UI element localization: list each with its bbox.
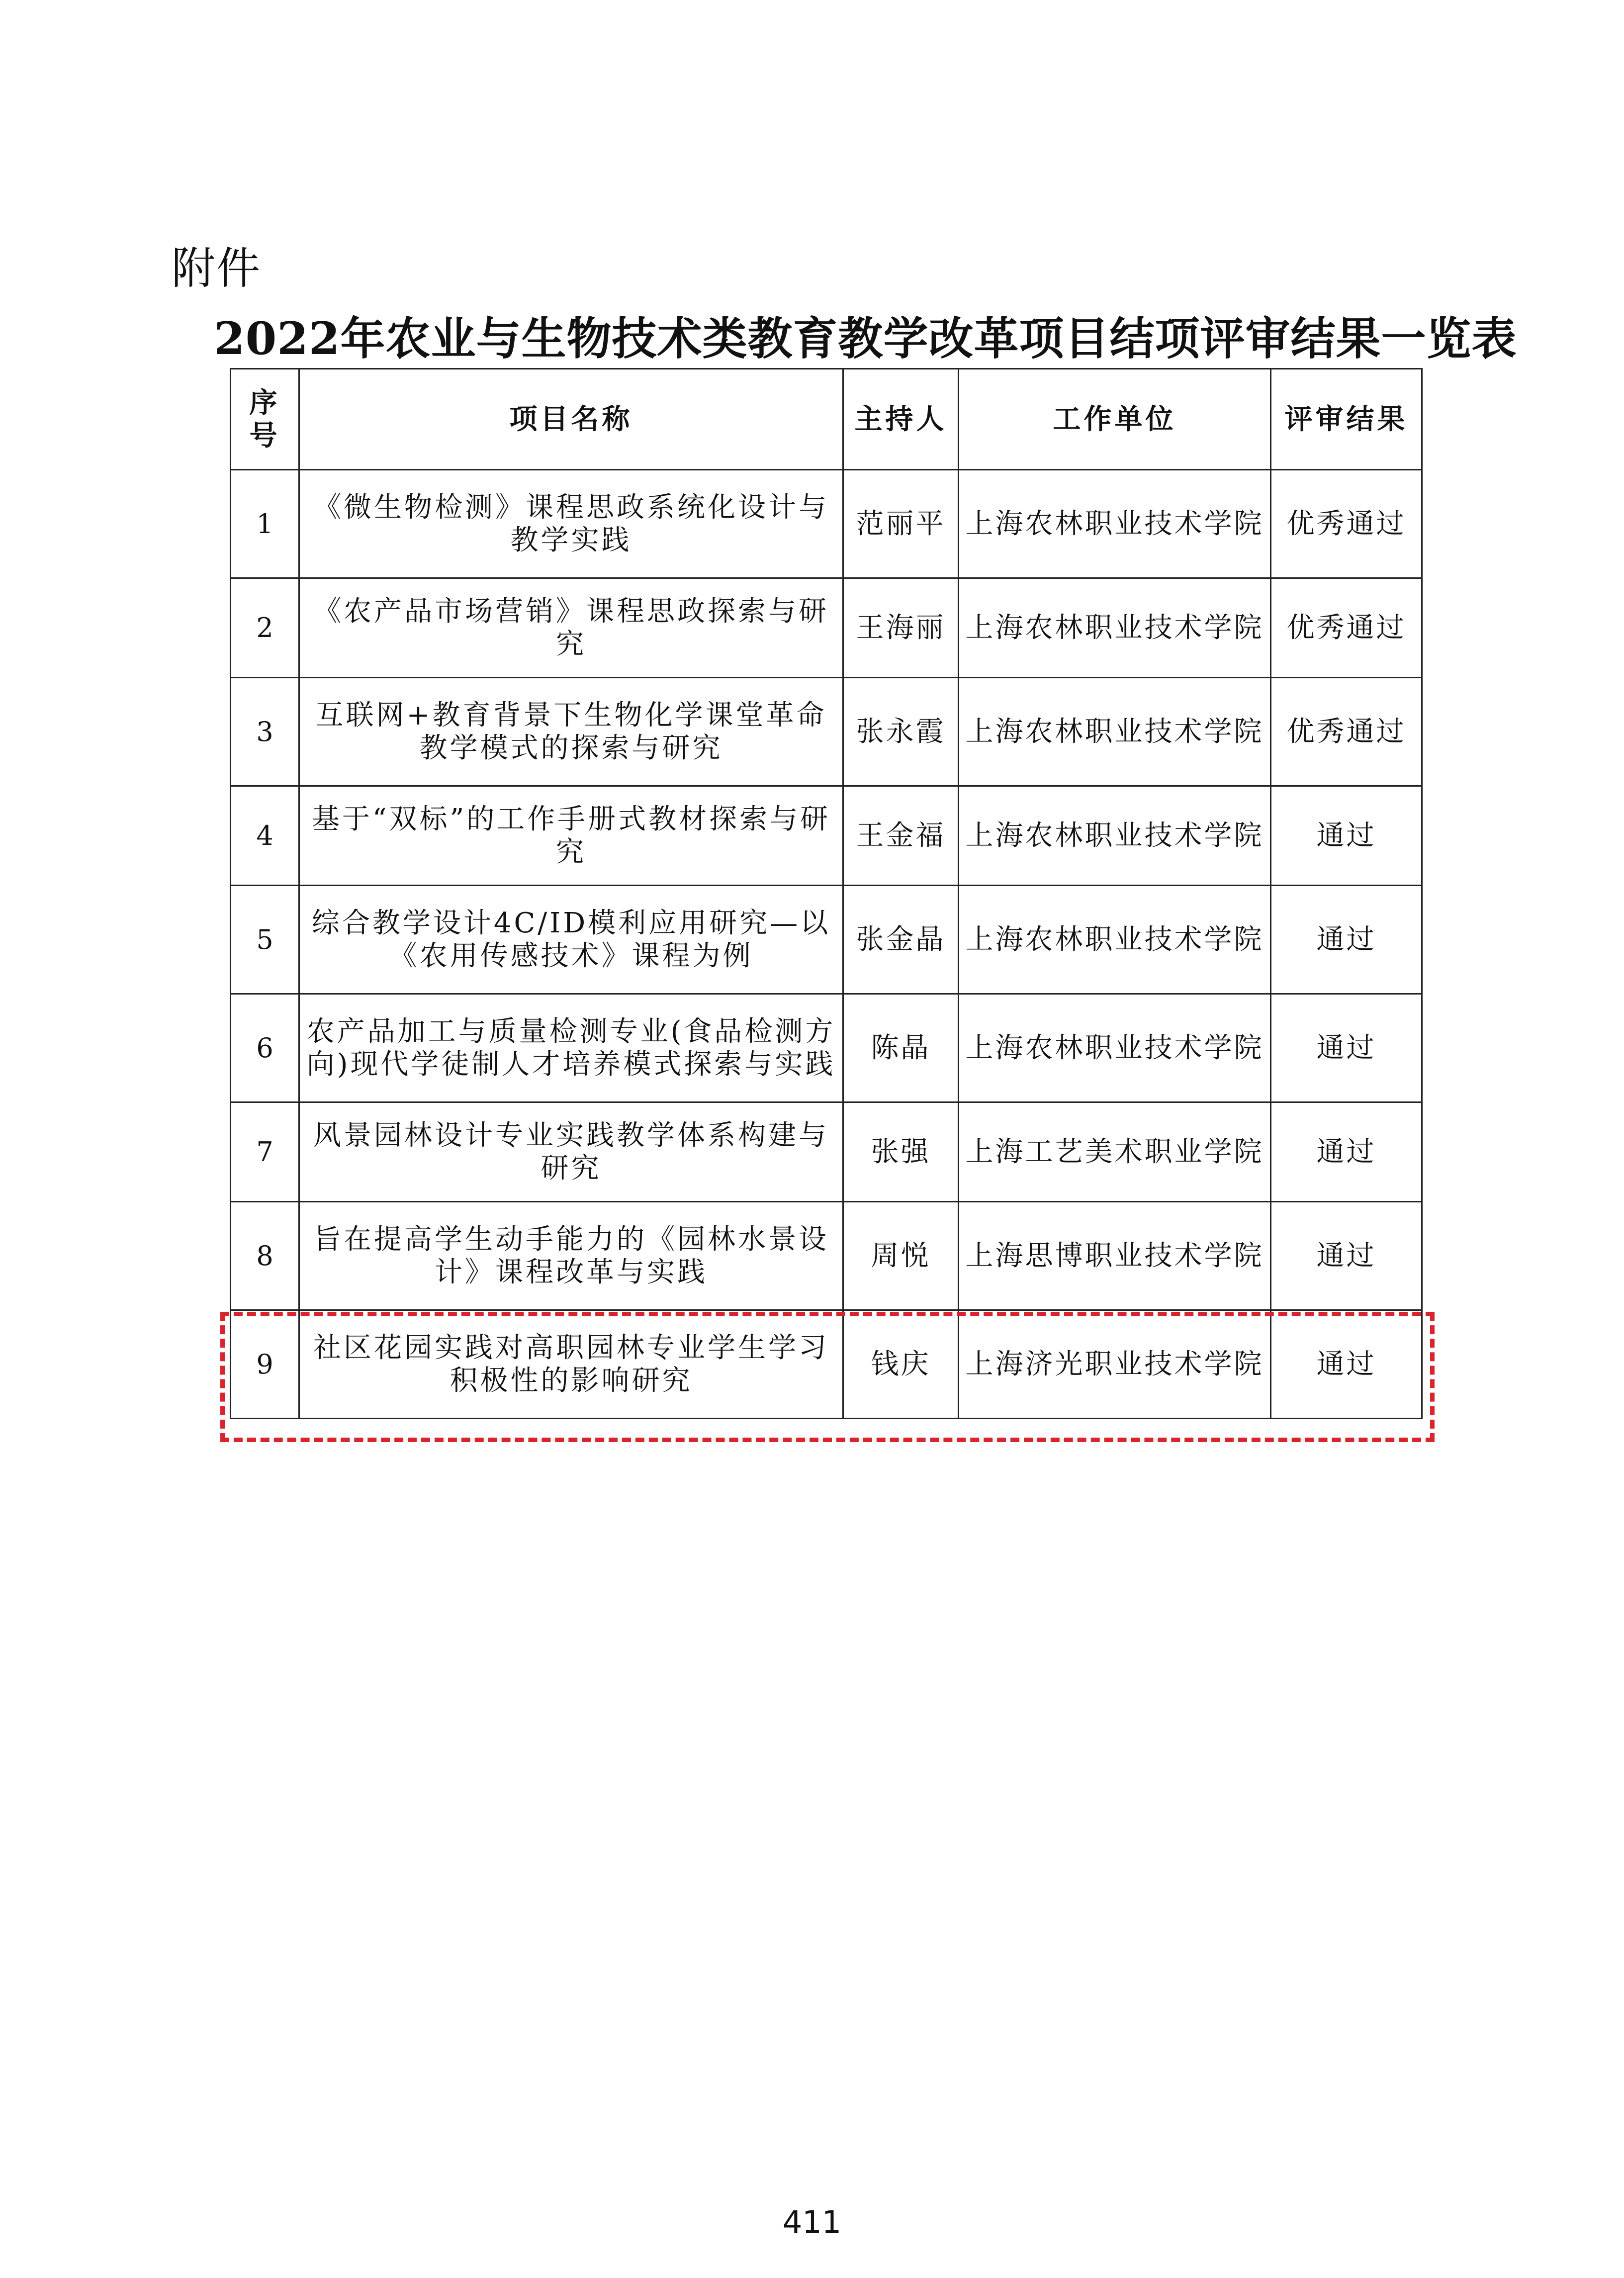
row-host: 钱庆 — [843, 1310, 959, 1419]
header-result: 评审结果 — [1271, 369, 1422, 470]
row-result: 通过 — [1271, 1202, 1422, 1310]
table-row — [231, 470, 1422, 578]
row-host: 张永霞 — [843, 678, 959, 786]
header-host: 主持人 — [843, 369, 959, 470]
row-project-name: 基于“双标”的工作手册式教材探索与研究 — [299, 786, 843, 886]
row-index: 5 — [231, 886, 299, 994]
row-host: 陈晶 — [843, 994, 959, 1102]
table-row — [231, 994, 1422, 1102]
row-result: 通过 — [1271, 1102, 1422, 1202]
row-unit: 上海济光职业技术学院 — [959, 1310, 1271, 1419]
row-unit: 上海农林职业技术学院 — [959, 678, 1271, 786]
attachment-label: 附件 — [172, 243, 262, 294]
row-result: 优秀通过 — [1271, 678, 1422, 786]
row-unit: 上海农林职业技术学院 — [959, 470, 1271, 578]
table-row — [231, 578, 1422, 678]
results-table — [230, 368, 1423, 1419]
row-unit: 上海思博职业技术学院 — [959, 1202, 1271, 1310]
row-host: 张强 — [843, 1102, 959, 1202]
table-row — [231, 678, 1422, 786]
row-result: 通过 — [1271, 1310, 1422, 1419]
row-host: 王金福 — [843, 786, 959, 886]
row-project-name: 《微生物检测》课程思政系统化设计与教学实践 — [299, 470, 843, 578]
header-unit: 工作单位 — [959, 369, 1271, 470]
row-project-name: 综合教学设计4C/ID模利应用研究—以《农用传感技术》课程为例 — [299, 886, 843, 994]
row-host: 王海丽 — [843, 578, 959, 678]
row-index: 6 — [231, 994, 299, 1102]
row-index: 8 — [231, 1202, 299, 1310]
row-host: 范丽平 — [843, 470, 959, 578]
row-unit: 上海农林职业技术学院 — [959, 578, 1271, 678]
row-index: 2 — [231, 578, 299, 678]
row-unit: 上海农林职业技术学院 — [959, 886, 1271, 994]
row-unit: 上海工艺美术职业学院 — [959, 1102, 1271, 1202]
page-number: 411 — [782, 2204, 842, 2240]
row-result: 通过 — [1271, 786, 1422, 886]
row-project-name: 农产品加工与质量检测专业(食品检测方向)现代学徒制人才培养模式探索与实践 — [299, 994, 843, 1102]
row-project-name: 《农产品市场营销》课程思政探索与研究 — [299, 578, 843, 678]
row-index: 4 — [231, 786, 299, 886]
row-result: 优秀通过 — [1271, 470, 1422, 578]
document-title: 2022年农业与生物技术类教育教学改革项目结项评审结果一览表 — [214, 312, 1517, 365]
header-project-name: 项目名称 — [299, 369, 843, 470]
row-project-name: 社区花园实践对高职园林专业学生学习积极性的影响研究 — [299, 1310, 843, 1419]
row-index: 1 — [231, 470, 299, 578]
table-row — [231, 786, 1422, 886]
header-index: 序号 — [231, 369, 299, 470]
row-host: 周悦 — [843, 1202, 959, 1310]
row-index: 3 — [231, 678, 299, 786]
row-unit: 上海农林职业技术学院 — [959, 786, 1271, 886]
row-project-name: 旨在提高学生动手能力的《园林水景设计》课程改革与实践 — [299, 1202, 843, 1310]
highlight-box — [220, 1312, 1435, 1442]
row-project-name: 风景园林设计专业实践教学体系构建与研究 — [299, 1102, 843, 1202]
row-unit: 上海农林职业技术学院 — [959, 994, 1271, 1102]
row-host: 张金晶 — [843, 886, 959, 994]
row-result: 优秀通过 — [1271, 578, 1422, 678]
table-row — [231, 1102, 1422, 1202]
row-index: 7 — [231, 1102, 299, 1202]
table-row — [231, 886, 1422, 994]
row-project-name: 互联网+教育背景下生物化学课堂革命教学模式的探索与研究 — [299, 678, 843, 786]
row-index: 9 — [231, 1310, 299, 1419]
row-result: 通过 — [1271, 994, 1422, 1102]
table-row — [231, 1202, 1422, 1310]
row-result: 通过 — [1271, 886, 1422, 994]
table-header-row — [231, 369, 1422, 470]
